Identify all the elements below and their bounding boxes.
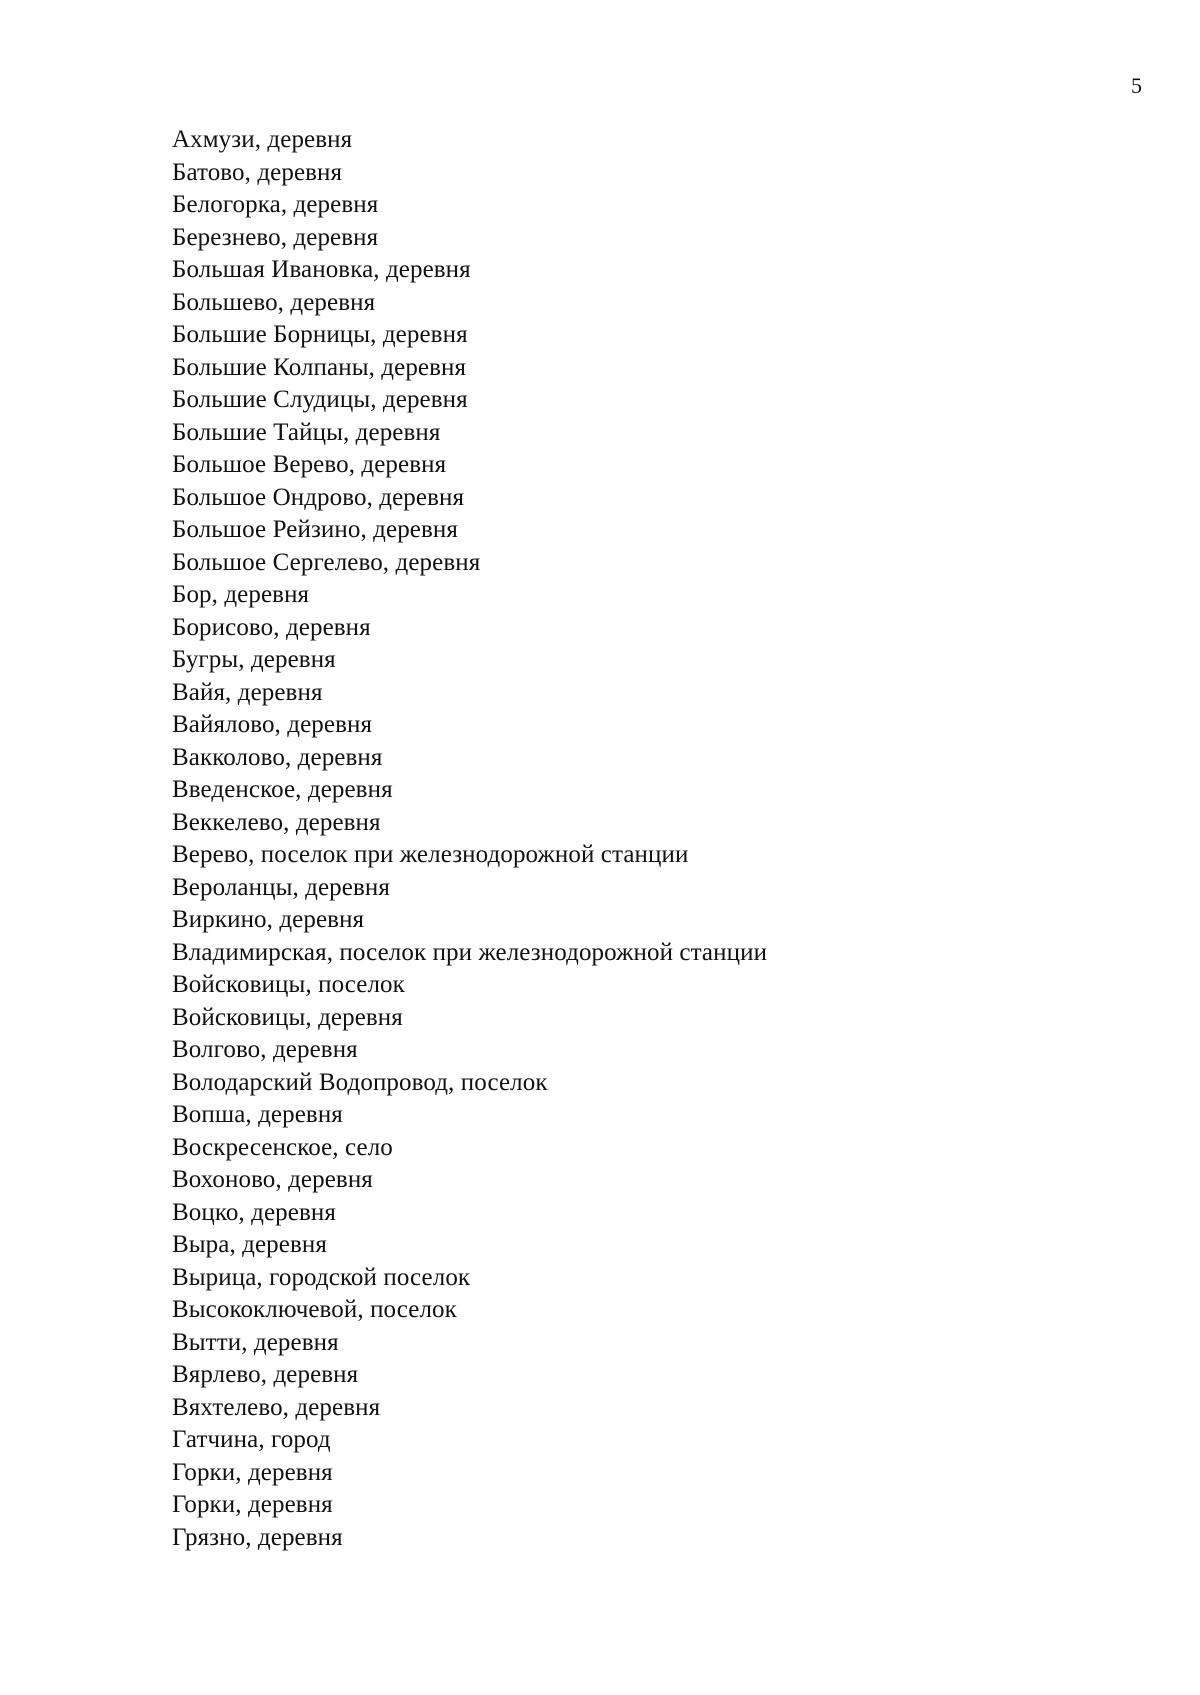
page-number: 5 bbox=[1131, 73, 1142, 98]
settlement-list bbox=[172, 124, 767, 1554]
list-item: Гатчина, город bbox=[172, 1426, 331, 1453]
list-item: Вайя, деревня bbox=[172, 678, 323, 706]
list-item: Березнево, деревня bbox=[172, 223, 379, 251]
list-item: Выра, деревня bbox=[172, 1231, 327, 1258]
list-item: Виркино, деревня bbox=[172, 906, 365, 933]
list-item: Большие Слудицы, деревня bbox=[172, 386, 468, 413]
list-item: Большое Сергелево, деревня bbox=[172, 548, 481, 576]
list-item: Вероланцы, деревня bbox=[172, 873, 390, 901]
list-item: Большево, деревня bbox=[172, 288, 376, 316]
list-item: Ахмузи, деревня bbox=[172, 126, 353, 153]
list-item: Высокоключевой, поселок bbox=[172, 1296, 457, 1323]
list-item: Вырица, городской поселок bbox=[172, 1263, 471, 1291]
list-item: Вайялово, деревня bbox=[172, 711, 373, 738]
list-item: Большое Ондрово, деревня bbox=[172, 483, 465, 511]
list-item: Большие Тайцы, деревня bbox=[172, 418, 441, 446]
list-item: Воскресенское, село bbox=[172, 1133, 393, 1161]
list-item: Горки, деревня bbox=[172, 1458, 333, 1486]
list-item: Большие Колпаны, деревня bbox=[172, 353, 467, 381]
list-item: Введенское, деревня bbox=[172, 776, 393, 803]
list-item: Большие Борницы, деревня bbox=[172, 321, 468, 348]
list-item: Войсковицы, деревня bbox=[172, 1003, 403, 1031]
list-item: Волгово, деревня bbox=[172, 1036, 358, 1063]
list-item: Вяхтелево, деревня bbox=[172, 1393, 381, 1421]
list-item: Бор, деревня bbox=[172, 581, 310, 608]
list-item: Вытти, деревня bbox=[172, 1328, 339, 1356]
list-item: Грязно, деревня bbox=[172, 1523, 343, 1551]
list-item: Владимирская, поселок при железнодорожной станции bbox=[172, 938, 768, 966]
list-item: Вохоново, деревня bbox=[172, 1166, 373, 1193]
list-item: Вопша, деревня bbox=[172, 1101, 343, 1128]
list-item: Вакколово, деревня bbox=[172, 743, 383, 771]
list-item: Горки, деревня bbox=[172, 1491, 333, 1518]
list-item: Веккелево, деревня bbox=[172, 808, 381, 836]
list-item: Белогорка, деревня bbox=[172, 191, 379, 218]
list-item: Воцко, деревня bbox=[172, 1198, 336, 1226]
list-item: Бугры, деревня bbox=[172, 646, 336, 673]
list-item: Большое Верево, деревня bbox=[172, 451, 447, 478]
list-item: Борисово, деревня bbox=[172, 613, 371, 641]
list-item: Вярлево, деревня bbox=[172, 1361, 359, 1388]
list-item: Большое Рейзино, деревня bbox=[172, 516, 458, 543]
list-item: Батово, деревня bbox=[172, 158, 343, 186]
list-item: Большая Ивановка, деревня bbox=[172, 256, 471, 283]
list-item: Верево, поселок при железнодорожной станции bbox=[172, 841, 689, 868]
list-item: Войсковицы, поселок bbox=[172, 971, 405, 998]
list-item: Володарский Водопровод, поселок bbox=[172, 1068, 548, 1096]
